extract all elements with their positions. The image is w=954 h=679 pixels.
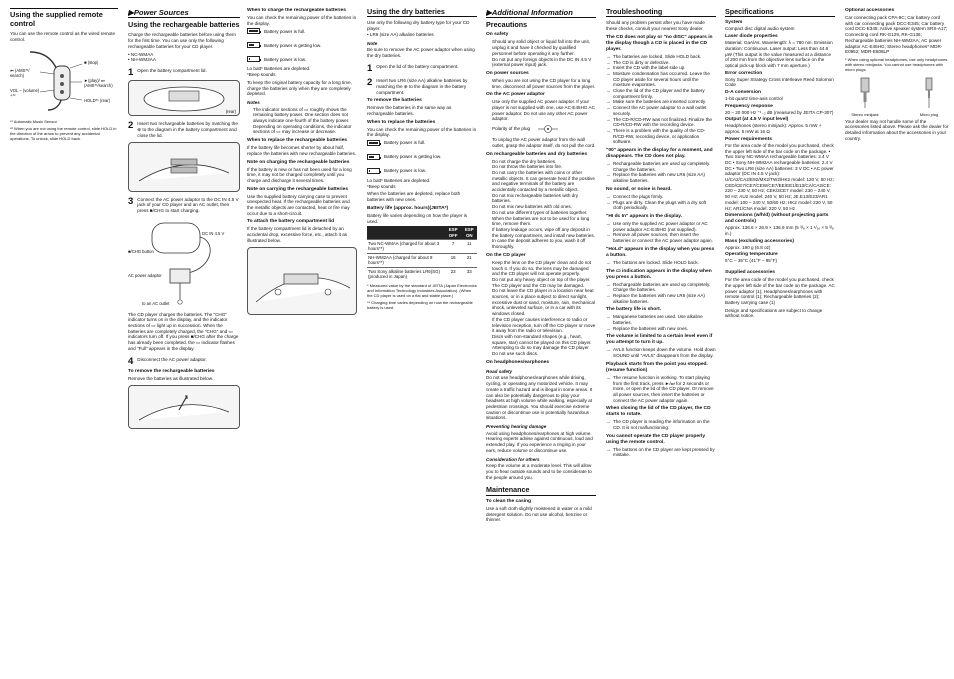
list-item: • When you are not using the CD player for a long time, disconnect all power sources from the player.: [492, 78, 596, 89]
safety-list: [486, 39, 596, 68]
troubleshoot-answers: [606, 221, 716, 244]
dry-battery-low: Battery power is low.: [367, 168, 477, 174]
ac-list: [486, 99, 596, 122]
notes-title: Notes: [247, 99, 260, 105]
troubleshoot-answers: [606, 314, 716, 331]
spec-body: Material: GaAlAs. Wavelength: λ = 780 nm. Emission duration: Continuous. Laser output: Less than 44.6 μW (This output is the value measured at a distance of 200 mm from the objective lens surface on the optical pick-up block with 7 mm aperture.): [725, 40, 833, 68]
list-item: • Do not use different types of batteries together.: [492, 210, 596, 216]
dry-replace-body: You can check the remaining power of the batteries in the display.: [367, 126, 477, 138]
troubleshoot-answers: [606, 194, 716, 211]
dry-replace-title: When to replace the batteries: [367, 119, 436, 125]
notes-list: [247, 107, 357, 136]
table-header: [367, 226, 445, 239]
spec-heading: D-A conversion: [725, 90, 761, 96]
spec-heading: Laser diode properties: [725, 34, 778, 40]
charging-illustration: [128, 217, 240, 309]
column-remote-control: [10, 8, 118, 672]
model-nh-wm2aa: • NH-WM2AA: [128, 57, 156, 63]
stop-button-label: ■ (stop): [84, 59, 99, 65]
list-item: • If battery leakage occurs, wipe off any deposit in the battery compartment, and install new batteries. In case the deposit adheres to you, wash it off thoroughly.: [492, 227, 596, 250]
troubleshoot-answer: → The CD-R/CD-RW was not finalized. Finalize the CD-R/CD-RW with the recording device.: [613, 117, 716, 128]
note-carrying-body: Use the supplied battery carrying case to prevent unexpected heat. If the rechargeable batteries and the metallic objects are contacted, heat or fire may occur due to a short-circuit.: [247, 193, 350, 216]
cd-player-title: On the CD player: [486, 252, 526, 258]
column-dry-batteries: [367, 8, 477, 672]
troubleshoot-answers: [606, 260, 716, 266]
troubleshoot-answers: [606, 347, 716, 358]
dry-battery-lower: Battery power is getting low.: [367, 154, 477, 160]
battery-life-title: Battery life (approx. hours)(JEITA*): [367, 205, 449, 211]
remote-title: Using the supplied remote control: [10, 10, 103, 28]
troubleshoot-question: When closing the lid of the CD player, the CD starts to rotate.: [606, 406, 711, 418]
dry-step-1: 1 Open the lid of the battery compartment.: [367, 62, 459, 74]
dc-in-label: DC IN 4.5 V: [202, 230, 225, 236]
troubleshoot-answer: → AVLS function keeps down the volume. Hold down SOUND until "AVLS" disappears from the display.: [613, 347, 716, 358]
troubleshoot-question: No sound, or noise is heard.: [606, 186, 672, 192]
dry-remove-title: To remove the batteries: [367, 98, 422, 104]
list-item: • Should any solid object or liquid fall into the unit, unplug it and have it checked by qualified personnel before operating it any further.: [492, 39, 596, 56]
precautions-title: Precautions: [486, 20, 528, 29]
specifications-list: [725, 20, 835, 264]
remote-intro: You can use the remote control as the wired remote control.: [10, 31, 116, 42]
table-row: [367, 253, 477, 267]
troubleshoot-question: "HoLd" appears in the display when you press a button.: [606, 246, 715, 258]
troubleshoot-answer: → The buttons on the CD player are kept pressed by mistake.: [613, 447, 716, 458]
spec-body: For the area code of the model you purchased, check the upper left side of the bar code on the package. • Two Sony NC-WMAA rechargeable batteries: 2.4 V DC • Sony NH-WM2AA rechargeable batteries: 2.4 V DC • Two LR6 (size AA) batteries: 3 V DC • AC power adaptor (DC IN 4.5 V jack): U/CA2/CA2/E92/MX2/TW2/HK2 model: 120 V, 60 Hz; CED/CE7/CE7/CEW/CE7/EE/EE1/E13/CA/CA2/CE: 220 – 230 V, 50 Hz; CEK/3CE7 model: 230 – 240 V, 50 Hz; AU2 model: 240 V, 50 Hz; JE.E13/E23/AR1 model: 100 – 240 V, 50/60 Hz; HK2 model: 220 V, 50 Hz; AR1/CNA model: 220 V, 50 Hz: [725, 142, 834, 211]
troubleshoot-item: [606, 269, 716, 305]
dry-step-2: 2 Insert two LR6 (size AA) alkaline batteries by matching the ⊕ to the diagram in the battery compartment.: [367, 77, 468, 95]
dry-note: Be sure to remove the AC power adaptor when using the dry batteries.: [367, 47, 475, 58]
troubleshoot-item: [606, 334, 716, 358]
battery-half-icon: [247, 42, 260, 48]
hold-switch-label: HOLD*¹ (rear): [84, 97, 111, 103]
volume-label: VOL – (volume) +*²: [10, 87, 40, 98]
troubleshooting-intro: Should any problem persist after you have made these checks, consult your nearest Sony dealer.: [606, 20, 705, 32]
list-item: • Do not mix new batteries with old ones.: [492, 204, 596, 210]
list-item: • Use only the supplied AC power adaptor. If your player is not supplied with one, use AC-E45HG AC power adaptor. Do not use any other AC power adaptor.: [492, 99, 596, 122]
column-precautions: [486, 8, 596, 672]
hearing-title: Preventing hearing damage: [486, 424, 547, 430]
micro-plug-icon: [909, 76, 949, 110]
stereo-minijack-icon: [845, 76, 885, 110]
troubleshoot-item: [606, 406, 716, 430]
troubleshoot-answers: [606, 419, 716, 430]
troubleshoot-answers: [606, 54, 716, 145]
when-charge-title: When to charge the rechargeable batteries: [247, 8, 346, 13]
dry-note-label: Note: [367, 40, 378, 46]
maintenance-title: Maintenance: [486, 485, 530, 495]
battery-low-icon: [367, 168, 380, 174]
keep-capacity-note: To keep the original battery capacity for a long time, charge the batteries only when they are completely depleted.: [247, 79, 352, 97]
spec-body: Sony Super Strategy Cross Interleave Reed Solomon Code: [725, 76, 834, 88]
spec-body: 5°C – 35°C (41°F – 95°F): [725, 258, 778, 264]
micro-plug-label: Micro plug: [919, 111, 939, 117]
spec-heading: Operating temperature: [725, 252, 778, 258]
column-rechargeable: [128, 8, 240, 672]
troubleshoot-question: The battery life is short.: [606, 307, 662, 313]
dry-type: • LR6 (size AA) alkaline batteries: [367, 31, 434, 37]
power-sources-title: On power sources: [486, 70, 529, 76]
battery-level-lower: Battery power is getting low.: [247, 42, 357, 48]
step-2: 2 Insert two rechargeable batteries by matching the ⊕ to the diagram in the battery compartment and close the lid.: [128, 120, 238, 138]
headphones-title: On headphones/earphones: [486, 359, 550, 365]
spec-heading: Output (at 4.5 V input level): [725, 117, 789, 123]
dry-batteries-title: Using the dry batteries: [367, 8, 445, 16]
clean-casing-body: Use a soft cloth slightly moistened in water or a mild detergent solution. Do not use alcohol, benzine or thinner.: [486, 505, 592, 523]
troubleshoot-answer: → Make sure the batteries are inserted correctly.: [613, 99, 716, 105]
spec-heading: Error correction: [725, 70, 763, 76]
stereo-minijack-label: Stereo minijack: [851, 111, 879, 117]
troubleshoot-item: [606, 434, 716, 458]
table-cell: 16: [445, 253, 462, 267]
spec-heading: Power requirements: [725, 136, 773, 142]
spec-item: [725, 239, 835, 251]
spec-body: 1-bit quartz time-axis control: [725, 96, 783, 102]
prev-button-label: ⏮ (AMS*¹/ search): [10, 67, 30, 78]
list-item: • Discs with non-standard shapes (e.g., heart, square, star) cannot be played on this CD player. Attempting to do so may damage the CD player. Do not use such discs.: [492, 334, 596, 357]
spec-item: [725, 34, 835, 69]
troubleshoot-answer: → The buttons are locked. Slide HOLD back.: [613, 260, 716, 266]
remote-note-2: *² When you are not using the remote control, slide HOLD in the direction of the arrow to prevent any accidental operations. To unlock, slide HOLD back.: [10, 125, 117, 141]
troubleshoot-item: [606, 187, 716, 211]
spec-item: [725, 252, 835, 264]
note-item: • Depending on operating conditions, the indicator sections of ▭ may increase or decrease.: [253, 124, 357, 135]
ac-list-2: [486, 137, 596, 148]
list-item: • Keep the lens on the CD player clean and do not touch it. If you do so, the lens may be damaged and the CD player will not operate properly.: [492, 260, 596, 277]
table-cell: 7: [445, 240, 462, 254]
list-item: • Do not throw the batteries into fire.: [492, 164, 596, 170]
troubleshoot-answer: → Replace the batteries with new LR6 (size AA) alkaline batteries.: [613, 293, 716, 304]
list-item: • To unplug the AC power adaptor from the wall outlet, grasp the adaptor itself, do not pull the cord.: [492, 137, 596, 148]
battery-full-icon: [367, 140, 380, 146]
remote-illustration: [10, 46, 118, 116]
spec-body: Compact disc digital audio system: [725, 26, 795, 32]
player-rear-drawing: [129, 81, 239, 115]
battery-life-table: [367, 226, 477, 280]
column-optional-accessories: [845, 8, 949, 672]
table-header-row: [367, 226, 477, 239]
plug-illustrations: [845, 76, 949, 117]
troubleshoot-answer: → Plugs are dirty. Clean the plugs with a dry soft cloth periodically.: [613, 200, 716, 211]
remove-rechargeable-body: Remove the batteries as illustrated below.: [128, 376, 214, 382]
table-cell: NH-WM2AA (charged for about 8 hours**): [367, 253, 445, 267]
cd-player-list: [486, 260, 596, 357]
troubleshoot-answer: → Use only the supplied AC power adaptor or AC power adaptor AC-E45HG (not supplied).: [613, 221, 716, 232]
troubleshoot-answer: → Rechargeable batteries are used up completely. Charge the batteries.: [613, 282, 716, 293]
spec-heading: System: [725, 20, 743, 26]
safety-title: On safety: [486, 32, 509, 38]
step-3: 3 Connect the AC power adaptor to the DC IN 4.5 V jack of your CD player and an AC outlet, then press ■/CHG to start charging.: [128, 195, 239, 213]
table-header: ESP ON: [462, 226, 477, 239]
insert-battery-illustration: [128, 142, 240, 192]
spec-item: [725, 104, 835, 116]
rechargeable-title: Using the rechargeable batteries: [128, 20, 240, 29]
spec-item: [725, 137, 835, 211]
troubleshoot-answers: [606, 447, 716, 458]
spec-heading: Dimensions (w/h/d) (without projecting parts and controls): [725, 213, 829, 225]
attach-lid-body: If the battery compartment lid is detached by an accidental drop, excessive force, etc., attach it as illustrated below.: [247, 226, 348, 243]
open-lid-illustration: [128, 80, 240, 116]
troubleshoot-answer: → The resume function is working. To start playing from the first track, press ►/⏭ for 2 seconds or more, or open the lid of the CD player. Or remove all power sources, then insert the batteries or connect the AC power adaptor again.: [613, 375, 716, 404]
troubleshoot-answer: → There is a problem with the quality of the CD-R/CD-RW, recording device, or application software.: [613, 128, 716, 145]
others-title: Consideration for others: [486, 456, 540, 462]
remove-rechargeable-title: To remove the rechargeable batteries: [128, 369, 215, 375]
troubleshoot-answers: [606, 161, 716, 184]
spec-item: [725, 213, 835, 236]
note-charging-title: Note on charging the rechargeable batteries: [247, 159, 350, 165]
list-item: • When the batteries are not to be used for a long time, remove them.: [492, 216, 596, 227]
attach-lid-drawing: [248, 248, 357, 314]
section-power-sources: ▶Power Sources: [128, 8, 189, 17]
dealer-note: Your dealer may not handle some of the accessories listed above. Please ask the dealer for detailed information about the accessories in your country.: [845, 118, 949, 141]
battery-level-full: Battery power is full.: [247, 28, 357, 34]
troubleshoot-question: Playback starts from the point you stopped. (resume function): [606, 361, 708, 373]
spec-item: [725, 117, 835, 134]
others-body: Keep the volume at a moderate level. This will allow you to hear outside sounds and to be considerate to the people around you.: [486, 463, 592, 480]
optional-body: Car connecting pack CPA-9C; Car battery cord with car connecting pack DCC-E345; Car battery cord DCC-E345; Active speaker system SRS-A17; Connecting cord RK-G129, RK-G136; Rechargeable batteries NH-WM2AA; AC power adaptor AC-E45HG; Stereo headphones* MDR-E0952; MDR-E808LP: [845, 15, 948, 55]
battery-full-icon: [247, 28, 260, 34]
troubleshoot-answers: [606, 282, 716, 305]
troubleshoot-question: "HI dc In" appears in the display.: [606, 213, 683, 219]
remote-note-1: *¹ Automatic Music Sensor: [10, 118, 57, 124]
model-nc-wmaa: • NC-WMAA: [128, 51, 154, 57]
spec-item: [725, 90, 835, 102]
power-list: [486, 78, 596, 89]
remove-battery-drawing: [129, 386, 239, 428]
battery-depleted: Lo batt* Batteries are depleted.: [247, 66, 311, 72]
dry-intro: Use only the following dry battery type for your CD player.: [367, 20, 470, 32]
troubleshoot-answer: → The batteries are locked. Slide HOLD back.: [613, 54, 716, 60]
troubleshoot-answer: → Insert the CD with the label side up.: [613, 65, 716, 71]
troubleshoot-question: You cannot operate the CD player properly using the remote control.: [606, 433, 706, 445]
column-troubleshooting: [606, 8, 716, 672]
note-item: • The indicator sections of ▭ roughly shows the remaining battery power. One section does not always indicate one-fourth of the battery power.: [253, 107, 357, 124]
troubleshoot-answer: → Moisture condensation has occurred. Leave the CD player aside for several hours until the moisture evaporates.: [613, 71, 716, 88]
troubleshoot-answer: → The CD player is reading the information on the CD. It is not malfunctioning.: [613, 419, 716, 430]
step-4: 4 Disconnect the AC power adaptor.: [128, 355, 207, 367]
dry-remove-body: Remove the batteries in the same way as rechargeable batteries.: [367, 105, 452, 116]
table-cell: 33: [462, 267, 477, 280]
step-1: 1 Open the battery compartment lid.: [128, 66, 207, 78]
micro-plug: [909, 76, 949, 117]
spec-item: [725, 71, 835, 88]
troubleshoot-answer: → Manganese batteries are used. Use alkaline batteries.: [613, 314, 716, 325]
spec-body: Approx. 190 g (6.8 oz): [725, 244, 771, 250]
dry-battery-full: Battery power is full.: [367, 140, 477, 146]
table-cell: Two Sony alkaline batteries LR6(SG) (produced in Japan): [367, 267, 445, 280]
dry-replace-note: When the batteries are depleted, replace both batteries with new ones.: [367, 191, 461, 203]
table-cell: Two NC-WMAA (charged for about 3 hours**): [367, 240, 445, 254]
ac-outlet-label: to an AC outlet: [142, 300, 170, 306]
spec-item: [725, 20, 835, 32]
replace-rechargeable-body: If the battery life becomes shorter by about half, replace the batteries with new rechargeable batteries.: [247, 145, 357, 156]
design-note: Design and specifications are subject to change without notice.: [725, 307, 823, 319]
attach-lid-illustration: [247, 247, 357, 315]
list-item: • Do not charge the dry batteries.: [492, 159, 596, 165]
table-cell: 21: [462, 253, 477, 267]
charging-description: The CD player charges the batteries. The "CHG" indicator turns on in the display, and the indicator sections of ▭ light up in succession. When the batteries are completely charged, the "CHG" and ▭ indicators turn off. If you press ■/CHG after the charge has already been completed, the ▭ indicator flashes and "Full" appears in the display.: [128, 311, 239, 351]
battery-half-icon: [367, 154, 380, 160]
troubleshoot-item: [606, 247, 716, 266]
supplied-body: For the area code of the model you purchased, check the upper left side of the bar code on the package. AC power adaptor (1); Headphones/earphones with remote control (1); Rechargeable batteries (2); Battery carrying case (1): [725, 277, 835, 305]
troubleshoot-item: [606, 362, 716, 404]
troubleshoot-answer: → The CD is dirty or defective.: [613, 60, 716, 66]
when-charge-body: You can check the remaining power of the batteries in the display.: [247, 15, 357, 26]
spec-heading: Frequency response: [725, 103, 773, 109]
optional-title: Optional accessories: [845, 8, 895, 13]
troubleshooting-list: [606, 35, 716, 458]
troubleshoot-item: [606, 35, 716, 145]
ac-adaptor-label: AC power adaptor: [128, 272, 162, 278]
column-charge-timing: [247, 8, 357, 672]
list-item: • Do not leave the CD player in a location near heat sources, or in a place subject to direct sunlight, excessive dust or sand, moisture, rain, mechanical shock, unleveled surface, or in a car with its windows closed.: [492, 288, 596, 317]
list-item: • Do not carry the batteries with coins or other metallic objects. It can generate heat if the positive and negative terminals of the battery are accidentally contacted by a metallic object.: [492, 170, 596, 193]
list-item: • If the CD player causes interference to radio or television reception, turn off the CD player or move it away from the radio or television.: [492, 317, 596, 334]
table-cell: 11: [462, 240, 477, 254]
troubleshoot-question: The volume is limited to a certain level even if you attempt to turn it up.: [606, 334, 713, 346]
column-specifications: [725, 8, 835, 672]
chg-button-label: ■/CHG button: [128, 248, 154, 254]
troubleshoot-question: "00" appears in the display for a moment, and disappears. The CD does not play.: [606, 148, 713, 160]
battery-low-icon: [247, 56, 260, 62]
rear-label: (rear): [225, 109, 236, 115]
stereo-minijack: [845, 76, 885, 117]
plug-polarity: [492, 124, 596, 134]
troubleshoot-answer: → Connect the AC power adaptor to a wall outlet securely.: [613, 105, 716, 116]
road-safety-title: Road safety: [486, 368, 513, 374]
ac-adaptor-title: On the AC power adaptor: [486, 92, 545, 98]
polarity-icon: [536, 124, 560, 134]
battery-life-intro: Battery life varies depending on how the player is used.: [367, 212, 468, 224]
hearing-body: Avoid using headphones/earphones at high volume. Hearing experts advise against continuous, loud and extended play. If you experience a ringing in your ears, reduce volume or discontinue use.: [486, 430, 593, 453]
battery-footnote-2: ** Charging time varies depending on how the rechargeable battery is used.: [367, 299, 473, 310]
spec-body: Headphones (stereo minijack): Approx. 5 mW + approx. 5 mW at 16 Ω: [725, 123, 822, 135]
rechargeable-dry-title: On rechargeable batteries and dry batteries: [486, 151, 588, 157]
table-cell: 23: [445, 267, 462, 280]
spec-body: 20 – 20 000 Hz ⁺¹₋₂ dB (measured by JEITA CP-307): [725, 109, 834, 115]
troubleshoot-item: [606, 307, 716, 331]
spec-heading: Mass (excluding accessories): [725, 238, 795, 244]
list-item: • Do not put any heavy object on top of the player. The CD player and the CD may be damaged.: [492, 277, 596, 288]
troubleshoot-answer: → Remove all power sources, then insert the batteries or connect the AC power adaptor again.: [613, 232, 716, 243]
troubleshoot-item: [606, 148, 716, 184]
battery-footnote-1: * Measured value by the standard of JEITA (Japan Electronics and Information Technology Industries Association). (When the CD player is used on a flat and stable place.): [367, 282, 477, 298]
troubleshoot-question: The CD does not play or "no dISC" appears in the display though a CD is placed in the CD player.: [606, 34, 713, 52]
troubleshoot-answer: → Replace the batteries with new ones.: [613, 326, 716, 332]
battery-beep-note: *Beep sounds: [247, 72, 276, 78]
troubleshoot-answer: → Connect the plugs firmly.: [613, 194, 716, 200]
troubleshoot-item: [606, 214, 716, 244]
troubleshoot-question: The ▭ indication appears in the display when you press a button.: [606, 268, 712, 280]
spec-body: Approx. 136.6 × 26.9 × 136.9 mm (5 ³/₈ × 1 ¹/₁₆ × 5 ³/₈ in.): [725, 225, 834, 236]
note-carrying-title: Note on carrying the rechargeable batteries: [247, 186, 349, 192]
battery-level-low: Battery power is low.: [247, 56, 357, 62]
replace-rechargeable-title: When to replace the rechargeable batteries: [247, 138, 348, 144]
attach-lid-title: To attach the battery compartment lid: [247, 219, 335, 225]
optional-note: * When using optional headphones, use only headphones with stereo minijacks. You cannot use headphones with micro plugs.: [845, 56, 948, 72]
table-header: ESP OFF: [445, 226, 462, 239]
rechargeable-intro: Charge the rechargeable batteries before using them for the first time. You can use only the following rechargeable batteries for your CD player.: [128, 32, 236, 49]
dry-beep-note: *Beep sounds: [367, 183, 396, 189]
play-button-label: ►(play)/ ⏭ (AMS*¹/search): [84, 77, 113, 88]
troubleshoot-answer: → Close the lid of the CD player and the battery compartment firmly.: [613, 88, 716, 99]
supplied-title: Supplied accessories: [725, 270, 776, 276]
note-charging-body: If the battery is new or has not been used for a long time, it may not be charged completely until you charge and discharge it several times.: [247, 166, 352, 183]
troubleshoot-answers: [606, 375, 716, 404]
battery-insert-drawing: [129, 143, 239, 191]
specifications-title: Specifications: [725, 8, 774, 16]
troubleshooting-title: Troubleshooting: [606, 8, 663, 16]
table-row: [367, 267, 477, 280]
road-safety-body: Do not use headphones/earphones while driving, cycling, or operating any motorized vehicle. It may create a traffic hazard and is illegal in some areas. It can also be potentially dangerous to play your headsets at high volume while walking, especially at pedestrian crossings. You should exercise extreme caution or discontinue use in potentially hazardous situations.: [486, 375, 593, 421]
troubleshoot-answer: → Replace the batteries with new LR6 (size AA) alkaline batteries.: [613, 172, 716, 183]
clean-casing-title: To clean the casing: [486, 498, 532, 504]
list-item: • Do not put any foreign objects in the DC IN 4.5 V (external power input) jack.: [492, 57, 596, 68]
remove-battery-illustration: [128, 385, 240, 429]
rechargeable-list: [486, 159, 596, 250]
troubleshoot-answer: → Rechargeable batteries are used up completely. Charge the batteries.: [613, 161, 716, 172]
list-item: • Do not mix rechargeable batteries with dry batteries.: [492, 193, 596, 204]
polarity-label: Polarity of the plug: [492, 126, 531, 132]
table-row: [367, 240, 477, 254]
section-additional-info: ▶Additional Information: [486, 8, 573, 17]
dry-battery-depleted: Lo batt* Batteries are depleted.: [367, 178, 431, 184]
